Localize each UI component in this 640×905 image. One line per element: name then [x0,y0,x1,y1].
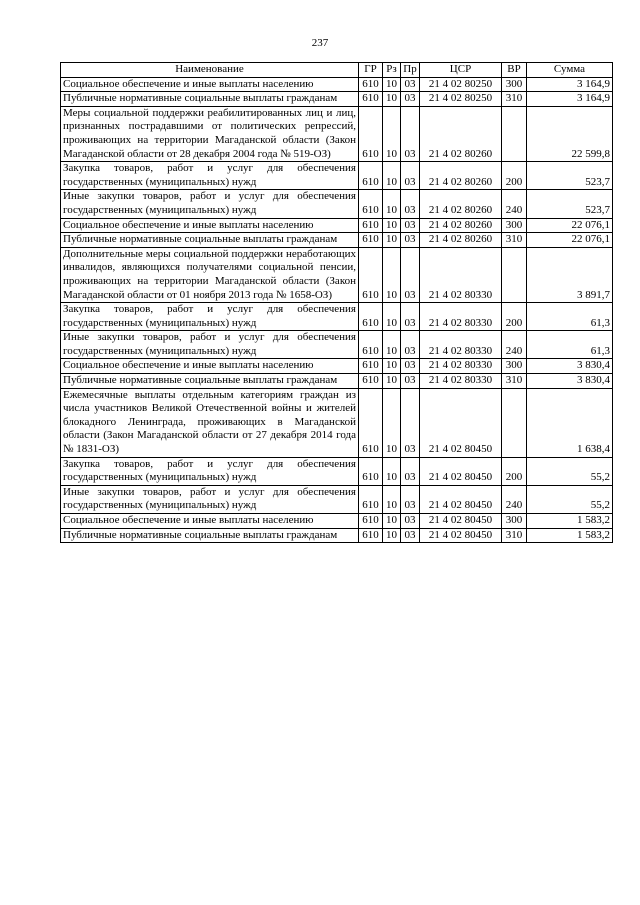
table-header-row [61,63,613,78]
cell-rz: 10 [383,485,401,513]
cell-gr: 610 [359,457,383,485]
table-row [61,485,613,513]
cell-sum: 22 599,8 [527,106,613,161]
table-row [61,106,613,161]
cell-csr: 21 4 02 80250 [420,77,502,92]
cell-vr: 200 [502,162,527,190]
header-pr: Пр [401,63,420,78]
cell-rz: 10 [383,106,401,161]
cell-vr: 300 [502,77,527,92]
cell-name: Закупка товаров, работ и услуг для обеспечения государственных (муниципальных) нужд [61,162,359,190]
table-row [61,303,613,331]
cell-csr: 21 4 02 80260 [420,233,502,248]
cell-gr: 610 [359,374,383,389]
cell-sum: 61,3 [527,303,613,331]
table-row [61,92,613,107]
cell-gr: 610 [359,359,383,374]
cell-pr: 03 [401,162,420,190]
cell-rz: 10 [383,162,401,190]
cell-csr: 21 4 02 80330 [420,247,502,302]
cell-vr [502,247,527,302]
cell-pr: 03 [401,485,420,513]
cell-sum: 3 830,4 [527,359,613,374]
cell-gr: 610 [359,106,383,161]
cell-vr: 300 [502,218,527,233]
cell-csr: 21 4 02 80250 [420,92,502,107]
cell-rz: 10 [383,92,401,107]
cell-sum: 55,2 [527,457,613,485]
cell-rz: 10 [383,388,401,457]
cell-csr: 21 4 02 80450 [420,457,502,485]
page-number: 237 [311,37,329,49]
cell-gr: 610 [359,92,383,107]
cell-gr: 610 [359,331,383,359]
cell-gr: 610 [359,528,383,543]
cell-name: Социальное обеспечение и иные выплаты населению [61,218,359,233]
cell-name: Меры социальной поддержки реабилитированных лиц и лиц, признанных пострадавшими от политических репрессий, проживающих на территории Магаданской области (Закон Магаданской области от 28 декабря 2004 года № 519-ОЗ) [61,106,359,161]
cell-rz: 10 [383,457,401,485]
cell-sum: 1 638,4 [527,388,613,457]
cell-pr: 03 [401,374,420,389]
cell-name: Закупка товаров, работ и услуг для обеспечения государственных (муниципальных) нужд [61,303,359,331]
cell-sum: 3 164,9 [527,92,613,107]
cell-rz: 10 [383,218,401,233]
cell-gr: 610 [359,190,383,218]
header-gr: ГР [359,63,383,78]
cell-csr: 21 4 02 80330 [420,331,502,359]
cell-pr: 03 [401,457,420,485]
cell-gr: 610 [359,485,383,513]
cell-csr: 21 4 02 80260 [420,218,502,233]
cell-rz: 10 [383,528,401,543]
cell-sum: 523,7 [527,162,613,190]
table-row [61,77,613,92]
header-sum: Сумма [527,63,613,78]
header-csr: ЦСР [420,63,502,78]
cell-sum: 3 830,4 [527,374,613,389]
cell-vr: 300 [502,514,527,529]
cell-rz: 10 [383,77,401,92]
table-row [61,331,613,359]
cell-sum: 22 076,1 [527,218,613,233]
cell-vr: 240 [502,190,527,218]
header-name: Наименование [61,63,359,78]
cell-vr: 240 [502,331,527,359]
table-row [61,359,613,374]
budget-table [60,62,613,543]
cell-pr: 03 [401,92,420,107]
cell-name: Дополнительные меры социальной поддержки неработающих инвалидов, являющихся получателями социальной пенсии, проживающих на территории Магаданской области (Закон Магаданской области от 01 ноября 2013 года № 1658-ОЗ) [61,247,359,302]
header-vr: ВР [502,63,527,78]
cell-name: Публичные нормативные социальные выплаты гражданам [61,233,359,248]
cell-vr [502,106,527,161]
cell-rz: 10 [383,331,401,359]
cell-sum: 1 583,2 [527,514,613,529]
table-row [61,162,613,190]
cell-sum: 3 891,7 [527,247,613,302]
cell-sum: 523,7 [527,190,613,218]
cell-csr: 21 4 02 80330 [420,303,502,331]
cell-rz: 10 [383,233,401,248]
cell-name: Иные закупки товаров, работ и услуг для обеспечения государственных (муниципальных) нужд [61,190,359,218]
cell-vr: 310 [502,374,527,389]
cell-rz: 10 [383,247,401,302]
cell-pr: 03 [401,190,420,218]
cell-pr: 03 [401,247,420,302]
cell-sum: 61,3 [527,331,613,359]
cell-vr: 200 [502,303,527,331]
cell-rz: 10 [383,303,401,331]
cell-pr: 03 [401,388,420,457]
cell-pr: 03 [401,233,420,248]
cell-name: Социальное обеспечение и иные выплаты населению [61,77,359,92]
table-row [61,190,613,218]
cell-vr: 310 [502,233,527,248]
cell-vr [502,388,527,457]
cell-name: Публичные нормативные социальные выплаты гражданам [61,528,359,543]
cell-pr: 03 [401,106,420,161]
cell-sum: 55,2 [527,485,613,513]
cell-csr: 21 4 02 80450 [420,528,502,543]
cell-gr: 610 [359,77,383,92]
cell-csr: 21 4 02 80260 [420,106,502,161]
cell-name: Публичные нормативные социальные выплаты гражданам [61,374,359,389]
cell-sum: 1 583,2 [527,528,613,543]
cell-csr: 21 4 02 80450 [420,514,502,529]
cell-pr: 03 [401,303,420,331]
cell-sum: 3 164,9 [527,77,613,92]
cell-rz: 10 [383,514,401,529]
cell-csr: 21 4 02 80450 [420,485,502,513]
header-rz: Рз [383,63,401,78]
cell-gr: 610 [359,162,383,190]
cell-vr: 310 [502,92,527,107]
cell-csr: 21 4 02 80260 [420,190,502,218]
cell-pr: 03 [401,331,420,359]
cell-name: Социальное обеспечение и иные выплаты населению [61,359,359,374]
table-row [61,388,613,457]
cell-gr: 610 [359,233,383,248]
cell-vr: 240 [502,485,527,513]
table-row [61,528,613,543]
table-row [61,374,613,389]
cell-vr: 310 [502,528,527,543]
cell-rz: 10 [383,190,401,218]
cell-pr: 03 [401,359,420,374]
cell-gr: 610 [359,218,383,233]
cell-rz: 10 [383,359,401,374]
cell-gr: 610 [359,514,383,529]
cell-vr: 200 [502,457,527,485]
table-row [61,218,613,233]
cell-name: Закупка товаров, работ и услуг для обеспечения государственных (муниципальных) нужд [61,457,359,485]
cell-gr: 610 [359,247,383,302]
cell-name: Публичные нормативные социальные выплаты гражданам [61,92,359,107]
cell-name: Ежемесячные выплаты отдельным категориям граждан из числа участников Великой Отечественной войны и жителей блокадного Ленинграда, проживающих в Магаданской области (Закон Магаданской области от 27 декабря 2014 года № 1831-ОЗ) [61,388,359,457]
cell-rz: 10 [383,374,401,389]
cell-pr: 03 [401,77,420,92]
cell-csr: 21 4 02 80330 [420,374,502,389]
table-row [61,233,613,248]
cell-gr: 610 [359,388,383,457]
cell-sum: 22 076,1 [527,233,613,248]
cell-csr: 21 4 02 80330 [420,359,502,374]
table-row [61,247,613,302]
cell-pr: 03 [401,514,420,529]
cell-name: Социальное обеспечение и иные выплаты населению [61,514,359,529]
table-row [61,514,613,529]
cell-csr: 21 4 02 80450 [420,388,502,457]
cell-name: Иные закупки товаров, работ и услуг для обеспечения государственных (муниципальных) нужд [61,331,359,359]
cell-gr: 610 [359,303,383,331]
cell-name: Иные закупки товаров, работ и услуг для обеспечения государственных (муниципальных) нужд [61,485,359,513]
table-row [61,457,613,485]
cell-vr: 300 [502,359,527,374]
cell-pr: 03 [401,528,420,543]
cell-csr: 21 4 02 80260 [420,162,502,190]
cell-pr: 03 [401,218,420,233]
